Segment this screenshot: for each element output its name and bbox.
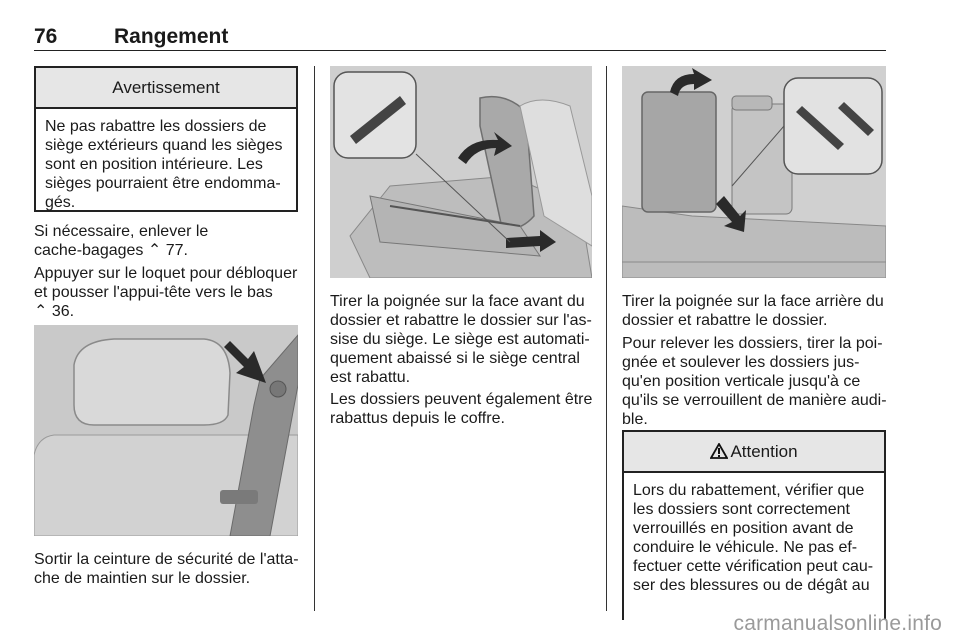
page-number: 76 xyxy=(34,25,58,48)
column-divider xyxy=(606,66,607,611)
warning-title: Avertissement xyxy=(36,68,296,109)
warning-text: Ne pas rabattre les dossiers de siège extérieurs quand les sièges sont en position intérieure. Les sièges pourraient être endomma- gés. xyxy=(45,118,283,211)
paragraph: Appuyer sur le loquet pour débloquer et pousser l'appui-tête vers le bas ⌃ 36. xyxy=(34,265,298,320)
watermark: carmanualsonline.info xyxy=(733,612,942,635)
warning-box xyxy=(34,66,298,212)
attention-title: Attention xyxy=(730,442,798,461)
column-divider xyxy=(314,66,315,611)
chapter-title: Rangement xyxy=(114,25,229,48)
paragraph: Les dossiers peuvent également être rabattus depuis le coffre. xyxy=(330,391,593,427)
figure-caption: Sortir la ceinture de sécurité de l'atta- che de maintien sur le dossier. xyxy=(34,551,299,587)
paragraph: Pour relever les dossiers, tirer la poi- gnée et soulever les dossiers jus- qu'en position verticale jusqu'à ce qu'ils se verrouillent de manière audi- ble. xyxy=(622,335,887,428)
paragraph: Tirer la poignée sur la face avant du dossier et rabattre le dossier sur l'as- sise du siège. Le siège est automati- quement abaissé si le siège central est rabattu. xyxy=(330,293,592,386)
page-header xyxy=(34,22,886,51)
attention-header xyxy=(624,432,884,473)
seat-fold-trunk-illustration xyxy=(622,66,886,278)
attention-box xyxy=(622,430,886,620)
paragraph: Si nécessaire, enlever le cache-bagages ⌃ 77. xyxy=(34,223,209,259)
attention-text: Lors du rabattement, vérifier que les dossiers sont correctement verrouillés en position avant de conduire le véhicule. Ne pas ef- fectuer cette vérification peut cau- ser des blessures ou de dégât au xyxy=(633,482,874,594)
headrest-belt-illustration xyxy=(34,325,298,536)
paragraph: Tirer la poignée sur la face arrière du dossier et rabattre le dossier. xyxy=(622,293,884,329)
warning-triangle-icon xyxy=(710,443,728,459)
seat-fold-front-illustration xyxy=(330,66,592,278)
